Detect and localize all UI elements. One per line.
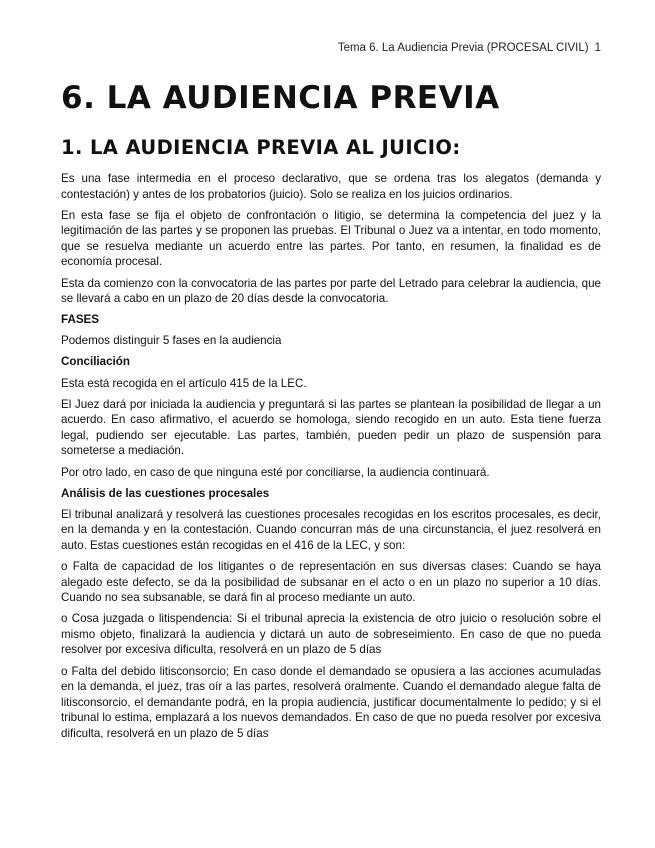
paragraph-articulo: Esta está recogida en el artículo 415 de la LEC. — [61, 376, 307, 390]
paragraph-comienzo: Esta da comienzo con la convocatoria de las partes por parte del Letrado para celebrar la audiencia, que se llevará a cabo en un plazo de 20 días desde la convocatoria. — [61, 276, 601, 306]
paragraph-objeto: En esta fase se fija el objeto de confrontación o litigio, se determina la competencia del juez y la legitimación de las partes y se proponen las pruebas. El Tribunal o Juez va a intentar, en todo momento, que se resuelva mediante un acuerdo entre las partes. Por tanto, en resumen, la finalidad es de economía procesal. — [61, 208, 601, 269]
paragraph-cuestiones: El tribunal analizará y resolverá las cuestiones procesales recogidas en los escritos procesales, es decir, en la demanda y en la contestación. Cuando concurran más de una circunstancia, el juez resolverá en auto. Estas cuestiones están recogidas en el 416 de la LEC, y son: — [61, 507, 601, 552]
list-item-cosa-juzgada: o Cosa juzgada o litispendencia: Si el tribunal aprecia la existencia de otro juicio o resolución sobre el mismo objeto, finalizará la audiencia y dictará un auto de sobreseimiento. En caso de que no pueda resolver por excesiva dificulta, resolverá en un plazo de 5 días — [61, 612, 601, 657]
paragraph-acuerdo: El Juez dará por iniciada la audiencia y preguntará si las partes se plantean la posibilidad de llegar a un acuerdo. En caso afirmativo, el acuerdo se homologa, siendo recogido en un auto. Esta tiene fuerza legal, pudiendo ser ejecutable. Las partes, también, pueden pedir un plazo de suspensión para someterse a mediación. — [61, 397, 601, 458]
page-number: 1 — [594, 42, 601, 54]
list-item-litisconsorcio: o Falta del debido litisconsorcio; En caso donde el demandado se opusiera a las acciones acumuladas en la demanda, el juez, tras oír a las partes, resolverá oralmente. Cuando el demandado alegue falta de litisconsorcio, el demandante podrá, en la propia audiencia, justificar documentalmente lo pedido; y si el tribunal lo estima, emplazará a los nuevos demandados. En caso de que no pueda resolver por excesiva dificulta, resolverá en un plazo de 5 días — [61, 664, 601, 740]
heading-analisis: Análisis de las cuestiones procesales — [61, 486, 270, 500]
paragraph-fases: Podemos distinguir 5 fases en la audiencia — [61, 334, 282, 348]
heading-fases: FASES — [61, 313, 100, 327]
running-header — [338, 42, 601, 54]
running-header-title: Tema 6. La Audiencia Previa (PROCESAL CIVIL) — [337, 42, 589, 54]
heading-conciliacion: Conciliación — [61, 355, 130, 369]
list-item-capacidad: o Falta de capacidad de los litigantes o de representación en sus diversas clases: Cuando se haya alegado este defecto, se da la posibilidad de subsanar en el acto o en un plazo no superior a 10 días. Cuando no sea subsanable, se dará fin al proceso mediante un auto. — [61, 559, 601, 605]
document-title: 6. LA AUDIENCIA PREVIA — [61, 80, 500, 116]
paragraph-continuacion: Por otro lado, en caso de que ninguna esté por conciliarse, la audiencia continuará. — [61, 465, 490, 479]
document-body — [61, 171, 601, 747]
paragraph-intro: Es una fase intermedia en el proceso declarativo, que se ordena tras los alegatos (demanda y contestación) y antes de los probatorios (juicio). Solo se realiza en los juicios ordinarios. — [61, 172, 601, 201]
section-title: 1. LA AUDIENCIA PREVIA AL JUICIO: — [61, 136, 461, 159]
